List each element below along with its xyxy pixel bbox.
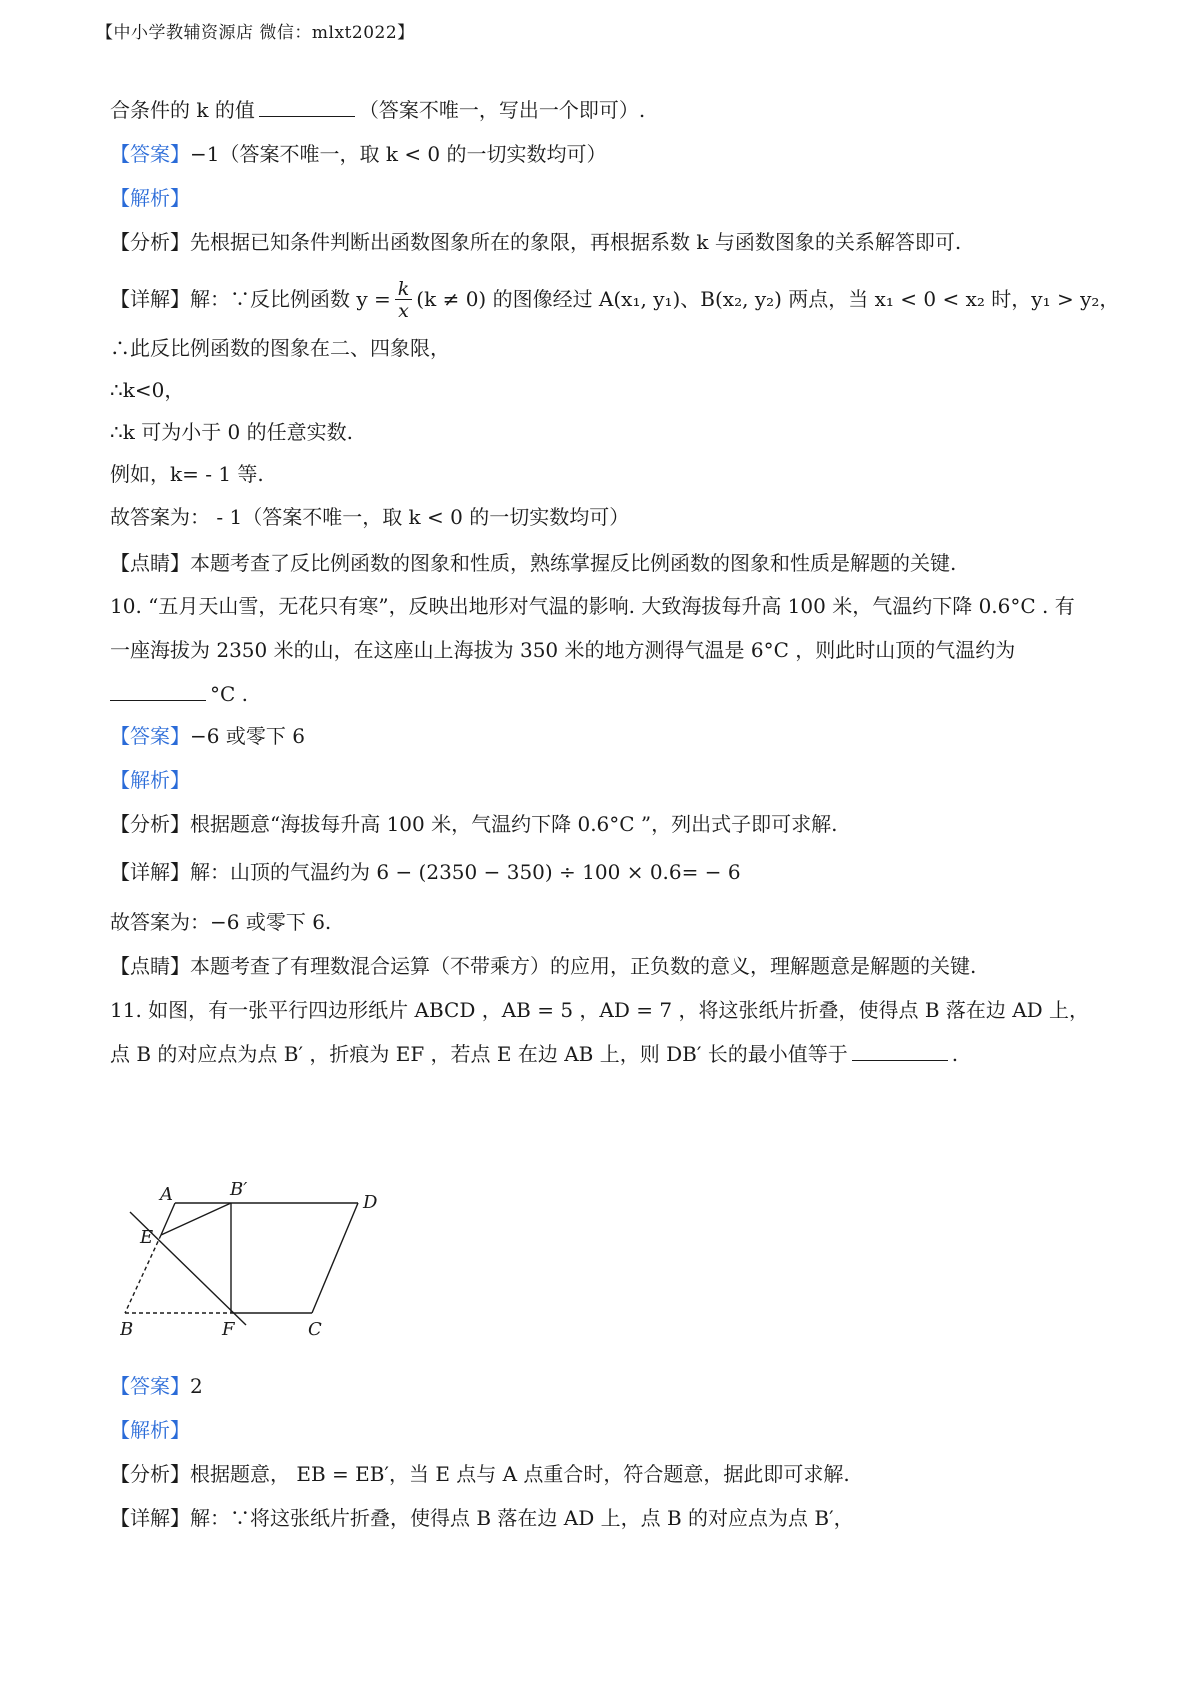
q11-xiangjie <box>110 1506 854 1530</box>
q9-line-2: ∴k<0， <box>110 378 185 402</box>
q11-line-2-text: 点 B 的对应点为点 B′ ，折痕为 EF ，若点 E 在边 AB 上，则 DB′ 长的最小值等于 <box>110 1042 848 1066</box>
fenxi-text: 先根据已知条件判断出函数图象所在的象限，再根据系数 k 与函数图象的关系解答即可. <box>190 230 962 254</box>
xiangjie-post: (k ≠ 0) 的图像经过 A(x₁, y₁)、B(x₂, y₂) 两点，当 x₁ < 0 < x₂ 时，y₁ > y₂， <box>416 287 1120 311</box>
q10-fenxi <box>110 812 838 836</box>
q11-answer <box>110 1374 203 1398</box>
q9-fenxi <box>110 230 961 254</box>
q9-cont-text: 合条件的 k 的值 <box>110 98 255 122</box>
dianjing-text: 本题考查了反比例函数的图象和性质，熟练掌握反比例函数的图象和性质是解题的关键. <box>190 551 957 575</box>
q9-line-4: 例如，k= - 1 等. <box>110 462 264 486</box>
label-B-prime: B′ <box>230 1179 248 1200</box>
q10-line-1: 10. “五月天山雪，无花只有寒”，反映出地形对气温的影响. 大致海拔每升高 100 米，气温约下降 0.6°C . 有 <box>110 594 1075 618</box>
label-B: B <box>120 1319 134 1340</box>
parallelogram-figure <box>120 1175 390 1345</box>
q9-continuation <box>110 98 645 122</box>
answer-tag: 【答案】 <box>110 142 190 166</box>
q9-line-5: 故答案为： - 1（答案不唯一，取 k < 0 的一切实数均可） <box>110 505 630 529</box>
q11-line-2 <box>110 1042 958 1066</box>
label-D: D <box>363 1192 378 1213</box>
xiangjie-text: 解：∵将这张纸片折叠，使得点 B 落在边 AD 上，点 B 的对应点为点 B′， <box>190 1506 854 1530</box>
q10-xiangjie <box>110 860 741 884</box>
q9-cont-after: （答案不唯一，写出一个即可）. <box>358 98 646 122</box>
answer-text: −6 或零下 6 <box>190 724 305 748</box>
fraction-numerator: k <box>395 279 413 300</box>
q10-dianjing <box>110 954 976 978</box>
q10-line-2: 一座海拔为 2350 米的山，在这座山上海拔为 350 米的地方测得气温是 6°C ，则此时山顶的气温约为 <box>110 638 1016 662</box>
label-C: C <box>308 1319 322 1340</box>
q11-line-2-end: . <box>951 1042 959 1066</box>
jiexi-tag: 【解析】 <box>110 186 190 210</box>
q9-dianjing <box>110 551 956 575</box>
xiangjie-tag: 【详解】 <box>110 287 190 311</box>
fenxi-tag: 【分析】 <box>110 1462 190 1486</box>
answer-blank <box>110 682 206 701</box>
q10-line-3 <box>110 682 248 706</box>
q11-line-1: 11. 如图，有一张平行四边形纸片 ABCD ，AB = 5 ，AD = 7 ，将这张纸片折叠，使得点 B 落在边 AD 上， <box>110 998 1090 1022</box>
q9-line-1: ∴此反比例函数的图象在二、四象限， <box>110 336 450 360</box>
edge-DC <box>312 1203 358 1313</box>
fenxi-tag: 【分析】 <box>110 812 190 836</box>
xiangjie-pre: 解：∵反比例函数 y = <box>190 287 391 311</box>
q10-line-4: 故答案为：−6 或零下 6. <box>110 910 332 934</box>
fraction-denominator: x <box>398 300 409 322</box>
q9-xiangjie <box>110 276 1119 322</box>
q10-unit: °C . <box>210 682 249 706</box>
answer-blank <box>259 98 355 117</box>
xiangjie-tag: 【详解】 <box>110 1506 190 1530</box>
q9-line-3: ∴k 可为小于 0 的任意实数. <box>110 420 353 444</box>
label-E: E <box>140 1227 154 1248</box>
answer-tag: 【答案】 <box>110 1374 190 1398</box>
fenxi-text: 根据题意， EB = EB′，当 E 点与 A 点重合时，符合题意，据此即可求解. <box>190 1462 850 1486</box>
fraction-k-over-x <box>395 279 413 322</box>
dianjing-tag: 【点睛】 <box>110 551 190 575</box>
answer-blank <box>852 1042 948 1061</box>
page-header: 【中小学教辅资源店 微信：mlxt2022】 <box>96 23 415 43</box>
jiexi-tag: 【解析】 <box>110 1418 190 1442</box>
q11-fenxi <box>110 1462 850 1486</box>
q11-jiexi <box>110 1418 190 1442</box>
fenxi-tag: 【分析】 <box>110 230 190 254</box>
q10-answer <box>110 724 305 748</box>
dianjing-tag: 【点睛】 <box>110 954 190 978</box>
label-F: F <box>222 1319 235 1340</box>
fenxi-text: 根据题意“海拔每升高 100 米，气温约下降 0.6°C ”，列出式子即可求解. <box>190 812 838 836</box>
label-A: A <box>160 1184 173 1205</box>
jiexi-tag: 【解析】 <box>110 768 190 792</box>
q9-jiexi <box>110 186 190 210</box>
xiangjie-tag: 【详解】 <box>110 860 190 884</box>
q10-jiexi <box>110 768 190 792</box>
q9-answer <box>110 142 607 166</box>
dianjing-text: 本题考查了有理数混合运算（不带乘方）的应用，正负数的意义，理解题意是解题的关键. <box>190 954 977 978</box>
xiangjie-text: 解：山顶的气温约为 6 − (2350 − 350) ÷ 100 × 0.6= − 6 <box>190 860 741 884</box>
answer-tag: 【答案】 <box>110 724 190 748</box>
segment-EB-prime <box>161 1203 231 1235</box>
answer-text: −1（答案不唯一，取 k < 0 的一切实数均可） <box>190 142 607 166</box>
answer-text: 2 <box>190 1374 203 1398</box>
